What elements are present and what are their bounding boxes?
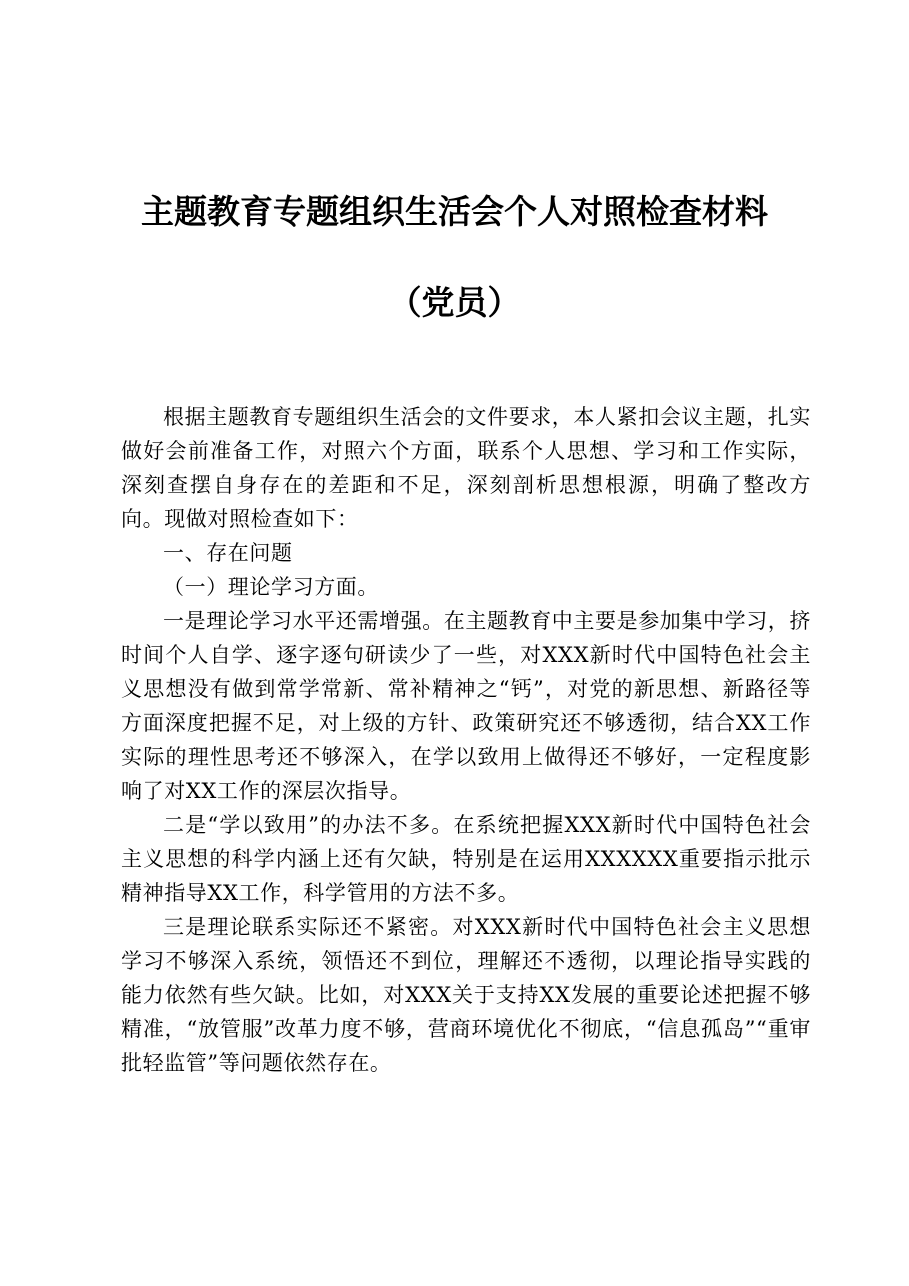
subsection-heading: （一）理论学习方面。 — [163, 575, 379, 599]
intro-paragraph: 根据主题教育专题组织生活会的文件要求，本人紧扣会议主题，扎实做好会前准备工作，对照六个方面，联系个人思想、学习和工作实际，深刻查摆自身存在的差距和不足，深刻剖析思想根源，明确了整改方向。现做对照检查如下： — [121, 405, 811, 531]
section-heading: 一、存在问题 — [163, 541, 293, 565]
document-subtitle: （党员） — [388, 283, 521, 322]
document-title: 主题教育专题组织生活会个人对照检查材料 — [141, 192, 768, 231]
document-body — [121, 400, 811, 1080]
body-paragraph: 三是理论联系实际还不紧密。对XXX新时代中国特色社会主义思想学习不够深入系统，领悟还不到位，理解还不透彻，以理论指导实践的能力依然有些欠缺。比如，对XXX关于支持XX发展的重要论述把握不够精准，“放管服”改革力度不够，营商环境优化不彻底，“信息孤岛”“重审批轻监管”等问题依然存在。 — [121, 915, 811, 1075]
body-paragraph: 一是理论学习水平还需增强。在主题教育中主要是参加集中学习，挤时间个人自学、逐字逐句研读少了一些，对XXX新时代中国特色社会主义思想没有做到常学常新、常补精神之“钙”，对党的新思想、新路径等方面深度把握不足，对上级的方针、政策研究还不够透彻，结合XX工作实际的理性思考还不够深入，在学以致用上做得还不够好，一定程度影响了对XX工作的深层次指导。 — [121, 609, 811, 803]
body-paragraph: 二是“学以致用”的办法不多。在系统把握XXX新时代中国特色社会主义思想的科学内涵上还有欠缺，特别是在运用XXXXXX重要指示批示精神指导XX工作，科学管用的方法不多。 — [121, 813, 811, 905]
